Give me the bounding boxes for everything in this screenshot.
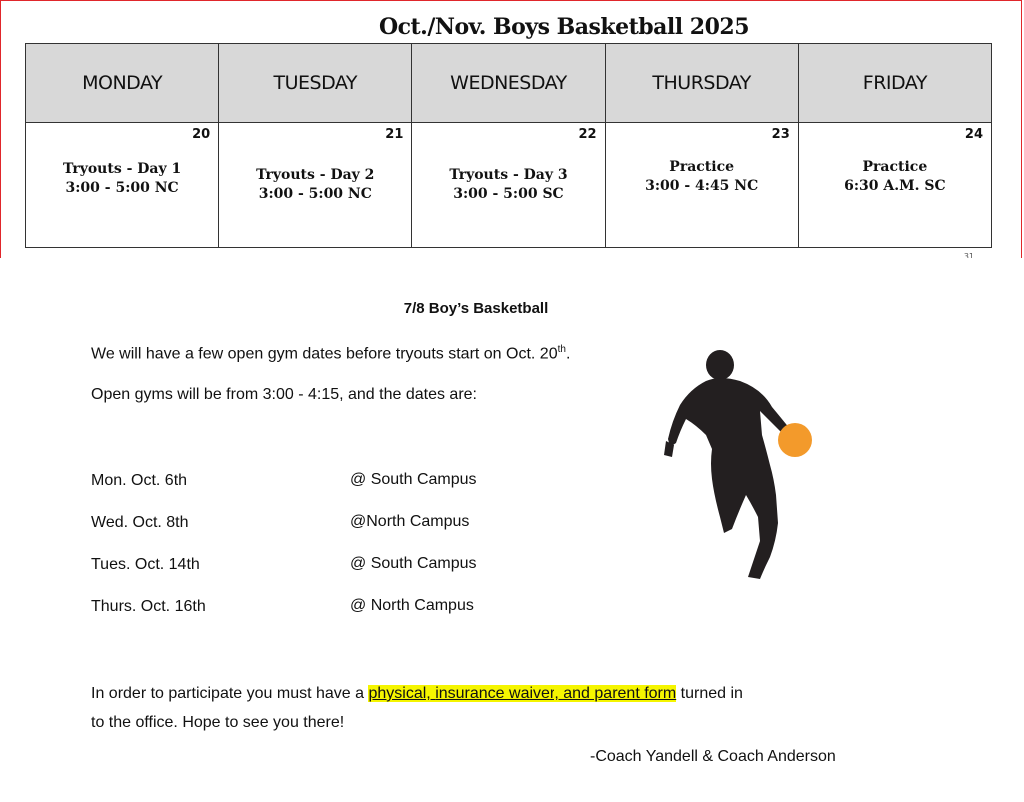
event-title: Practice <box>862 159 928 175</box>
highlight-sep: , <box>426 685 436 702</box>
requirements-end: turned in <box>676 685 743 702</box>
event-title: Tryouts - Day 1 <box>62 161 182 177</box>
day-event <box>606 158 798 196</box>
open-gym-location: @ North Campus <box>350 597 474 614</box>
signature: -Coach Yandell & Coach Anderson <box>590 748 836 765</box>
intro-sup: th <box>557 344 566 355</box>
requirements-paragraph <box>91 679 871 737</box>
requirements-intro: In order to participate you must have a <box>91 685 369 702</box>
day-event <box>412 166 604 204</box>
notice-title-text: 7/8 Boy’s Basketball <box>403 300 549 317</box>
calendar-table <box>25 43 992 248</box>
open-gym-location: @ South Campus <box>350 471 477 488</box>
notice-title <box>0 300 1024 317</box>
highlight-insurance-waiver: insurance waiver <box>435 685 555 702</box>
intro-end: . <box>565 345 571 363</box>
day-number: 23 <box>771 127 790 142</box>
highlight-physical: physical <box>368 685 427 702</box>
event-time: 3:00 - 4:45 NC <box>645 178 759 194</box>
basketball-icon <box>778 423 812 457</box>
day-number: 21 <box>385 127 404 142</box>
open-gym-date: Tues. Oct. 14th <box>91 556 200 573</box>
header-wednesday: WEDNESDAY <box>412 44 605 123</box>
header-friday: FRIDAY <box>798 44 991 123</box>
header-tuesday: TUESDAY <box>219 44 412 123</box>
open-gym-date: Thurs. Oct. 16th <box>91 598 206 615</box>
basketball-player-silhouette <box>650 345 820 585</box>
event-time: 3:00 - 5:00 SC <box>453 186 564 202</box>
requirements-line2: to the office. Hope to see you there! <box>91 714 345 731</box>
event-title: Practice <box>669 159 735 175</box>
day-number: 24 <box>964 127 983 142</box>
open-gym-location: @North Campus <box>350 513 470 530</box>
event-time: 6:30 A.M. SC <box>844 178 946 194</box>
day-event <box>26 160 218 198</box>
intro-text: We will have a few open gym dates before tryouts start on Oct. 20 <box>91 345 558 363</box>
event-title: Tryouts - Day 3 <box>449 167 568 183</box>
open-gym-times: Open gyms will be from 3:00 - 4:15, and the dates are: <box>91 386 477 403</box>
day-event <box>799 158 991 196</box>
open-gym-location: @ South Campus <box>350 555 477 572</box>
calendar-title: Oct./Nov. Boys Basketball 2025 <box>378 14 750 40</box>
header-thursday: THURSDAY <box>605 44 798 123</box>
event-time: 3:00 - 5:00 NC <box>65 180 179 196</box>
day-event <box>219 166 411 204</box>
day-cell-friday <box>798 123 991 248</box>
highlight-parent-form: parent form <box>594 685 677 702</box>
highlight-sep: , and <box>554 685 595 702</box>
day-cell-tuesday <box>219 123 412 248</box>
next-day-number: 31 <box>963 252 974 258</box>
open-gym-date: Mon. Oct. 6th <box>91 472 188 489</box>
day-cell-wednesday <box>412 123 605 248</box>
calendar-week-row <box>26 123 992 248</box>
day-number: 22 <box>578 127 597 142</box>
calendar-header-row <box>26 44 992 123</box>
day-cell-thursday <box>605 123 798 248</box>
day-number: 20 <box>192 127 211 142</box>
event-title: Tryouts - Day 2 <box>256 167 375 183</box>
event-time: 3:00 - 5:00 NC <box>258 186 372 202</box>
open-gym-date: Wed. Oct. 8th <box>91 514 189 531</box>
intro-line <box>91 344 570 363</box>
day-cell-monday <box>26 123 219 248</box>
header-monday: MONDAY <box>26 44 219 123</box>
